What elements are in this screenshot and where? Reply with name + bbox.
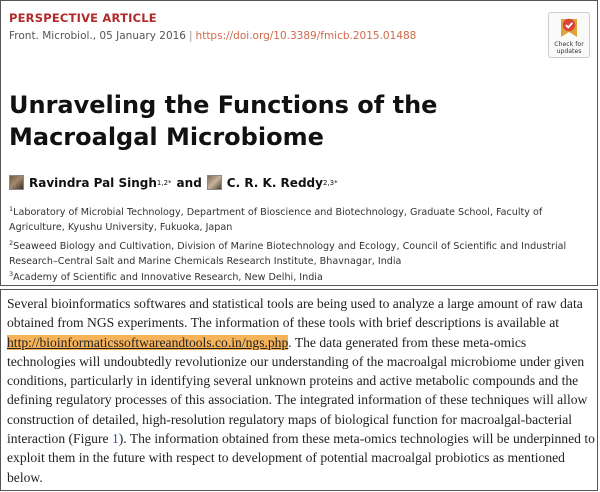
badge-line-2: updates <box>556 48 582 55</box>
authors-joiner: and <box>176 175 202 190</box>
body-text-part: ). The information obtained from these meta-omics technologies will be underpinned to exploit them in the future with respect to development of potential macroalgal probiotics as mentioned below. <box>7 431 595 485</box>
author-avatar <box>9 175 24 190</box>
affiliation-text: Seaweed Biology and Cultivation, Division of Marine Biotechnology and Ecology, Council of Scientific and Industrial Research–Central Salt and Marine Chemicals Research Institute, Bhavnagar, India <box>9 241 567 267</box>
affiliation-number: 1 <box>9 205 14 213</box>
author-affiliation-sup: 1,2* <box>156 178 172 187</box>
affiliation-text: Academy of Scientific and Innovative Research, New Delhi, India <box>13 272 323 283</box>
author-name[interactable]: C. R. K. Reddy <box>226 175 323 190</box>
author-list <box>9 175 338 190</box>
badge-label <box>549 41 589 55</box>
body-text-part: Several bioinformatics softwares and statistical tools are being used to analyze a large amount of raw data obtained from NGS experiments. The information of these tools with brief descriptions is available at <box>7 296 583 331</box>
article-body <box>0 289 598 491</box>
body-text-part: . The data generated from these meta-omics technologies will undoubtedly revolutionize our understanding of the macroalgal microbiome under given conditions, particularly in identifying several unknown proteins and active metabolic compounds and the defining regulatory processes of this association. The integrated information of these techniques will allow construction of detailed, high-resolution regulatory maps of biological function for macroalgal-bacterial interaction (Figure <box>7 334 588 447</box>
check-for-updates-button[interactable] <box>548 12 590 58</box>
affiliation <box>9 236 589 269</box>
figure-reference-link[interactable]: 1 <box>111 431 119 447</box>
body-paragraph <box>7 294 595 487</box>
meta-separator: | <box>189 30 193 42</box>
journal-date: Front. Microbiol., 05 January 2016 <box>9 30 186 42</box>
author-name[interactable]: Ravindra Pal Singh <box>29 175 157 190</box>
doi-link[interactable]: https://doi.org/10.3389/fmicb.2015.01488 <box>195 30 417 42</box>
badge-line-1: Check for <box>554 41 584 48</box>
affiliation <box>9 267 589 285</box>
journal-meta <box>9 30 416 42</box>
article-title: Unraveling the Functions of the Macroalgal Microbiome <box>9 91 438 151</box>
check-for-updates-icon <box>558 16 580 40</box>
tools-link[interactable]: http://bioinformaticssoftwareandtools.co.in/ngs.php <box>7 334 289 350</box>
author-affiliation-sup: 2,3* <box>322 178 338 187</box>
affiliation-text: Laboratory of Microbial Technology, Department of Bioscience and Biotechnology, Graduate School, Faculty of Agriculture, Kyushu University, Fukuoka, Japan <box>9 207 543 233</box>
affiliation <box>9 202 589 235</box>
affiliation-number: 3 <box>9 270 14 278</box>
affiliation-number: 2 <box>9 239 14 247</box>
author-avatar <box>207 175 222 190</box>
article-type: PERSPECTIVE ARTICLE <box>9 11 157 25</box>
